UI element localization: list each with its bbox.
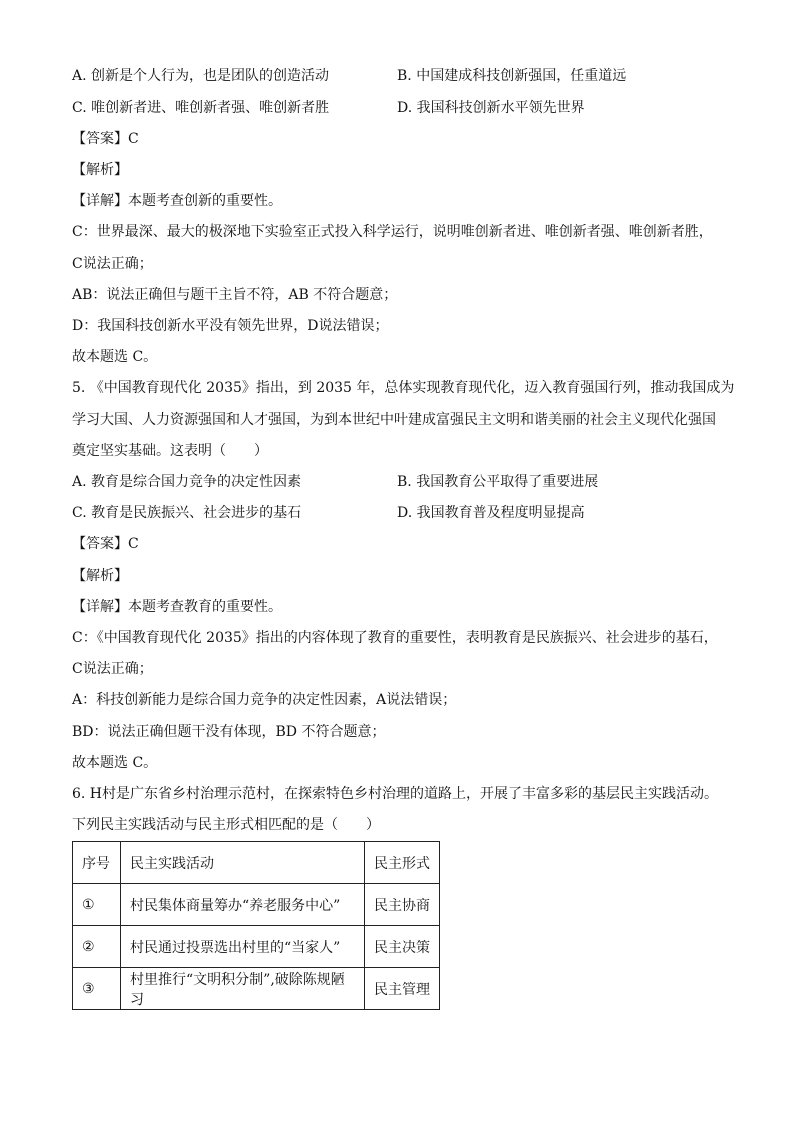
table-header-cell: 序号 xyxy=(73,842,121,884)
table-cell: 村民通过投票选出村里的“当家人” xyxy=(121,926,365,968)
q5-stem-line: 学习大国、人力资源强国和人才强国，为到本世纪中叶建成富强民主文明和谐美丽的社会主义现代化强国 xyxy=(72,412,716,428)
q5-analysis-label: 【解析】 xyxy=(72,568,128,584)
table-cell: ① xyxy=(73,884,121,926)
table-cell: ② xyxy=(73,926,121,968)
q5-stem-line: 奠定坚实基础。这表明（ ） xyxy=(72,443,268,459)
table-header-row xyxy=(73,842,440,884)
q5-explanation-line: C：《中国教育现代化 2035》指出的内容体现了教育的重要性，表明教育是民族振兴、社会进步的基石， xyxy=(72,630,718,646)
q4-explanation-line: C说法正确； xyxy=(72,256,153,272)
table-cell: 民主管理 xyxy=(365,968,440,1010)
q5-explanation-line: BD：说法正确但题干没有体现，BD 不符合题意； xyxy=(72,724,386,740)
q5-option-d: D. 我国教育普及程度明显提高 xyxy=(397,505,585,521)
q5-option-b: B. 我国教育公平取得了重要进展 xyxy=(397,474,599,490)
table-cell: 民主协商 xyxy=(365,884,440,926)
q4-detail: 【详解】本题考查创新的重要性。 xyxy=(72,193,282,209)
q4-option-c: C. 唯创新者进、唯创新者强、唯创新者胜 xyxy=(72,100,330,116)
table-row xyxy=(73,926,440,968)
q5-explanation-line: C说法正确； xyxy=(72,661,153,677)
table-cell: ③ xyxy=(73,968,121,1010)
q5-option-c: C. 教育是民族振兴、社会进步的基石 xyxy=(72,505,302,521)
q6-stem-line: 下列民主实践活动与民主形式相匹配的是（ ） xyxy=(72,817,380,833)
q5-option-a: A. 教育是综合国力竞争的决定性因素 xyxy=(72,474,302,490)
q4-answer: 【答案】C xyxy=(72,131,139,147)
table-row xyxy=(73,884,440,926)
table-row xyxy=(73,968,440,1010)
q5-detail: 【详解】本题考查教育的重要性。 xyxy=(72,599,282,615)
q4-analysis-label: 【解析】 xyxy=(72,162,128,178)
table-header-cell: 民主实践活动 xyxy=(121,842,365,884)
q4-conclusion: 故本题选 C。 xyxy=(72,349,158,365)
q4-explanation-line: C：世界最深、最大的极深地下实验室正式投入科学运行，说明唯创新者进、唯创新者强、唯创新者胜， xyxy=(72,224,713,240)
table-cell: 村里推行“文明积分制”,破除陈规陋习 xyxy=(121,968,365,1010)
q5-explanation-line: A：科技创新能力是综合国力竞争的决定性因素，A说法错误； xyxy=(72,692,457,708)
table-cell: 村民集体商量筹办“养老服务中心” xyxy=(121,884,365,926)
q4-explanation-line: D：我国科技创新水平没有领先世界，D说法错误； xyxy=(72,318,389,334)
q4-option-d: D. 我国科技创新水平领先世界 xyxy=(397,100,585,116)
q6-stem-line: 6. H村是广东省乡村治理示范村，在探索特色乡村治理的道路上，开展了丰富多彩的基层民主实践活动。 xyxy=(72,786,719,802)
q4-option-b: B. 中国建成科技创新强国，任重道远 xyxy=(397,68,627,84)
q5-stem-line: 5. 《中国教育现代化 2035》指出，到 2035 年，总体实现教育现代化，迈入教育强国行列，推动我国成为 xyxy=(72,380,735,396)
q4-option-a: A. 创新是个人行为，也是团队的创造活动 xyxy=(72,68,330,84)
q5-answer: 【答案】C xyxy=(72,536,139,552)
democracy-forms-table xyxy=(72,841,440,1010)
q4-explanation-line: AB：说法正确但与题干主旨不符，AB 不符合题意； xyxy=(72,287,398,303)
q5-conclusion: 故本题选 C。 xyxy=(72,755,158,771)
table-cell: 民主决策 xyxy=(365,926,440,968)
table-header-cell: 民主形式 xyxy=(365,842,440,884)
